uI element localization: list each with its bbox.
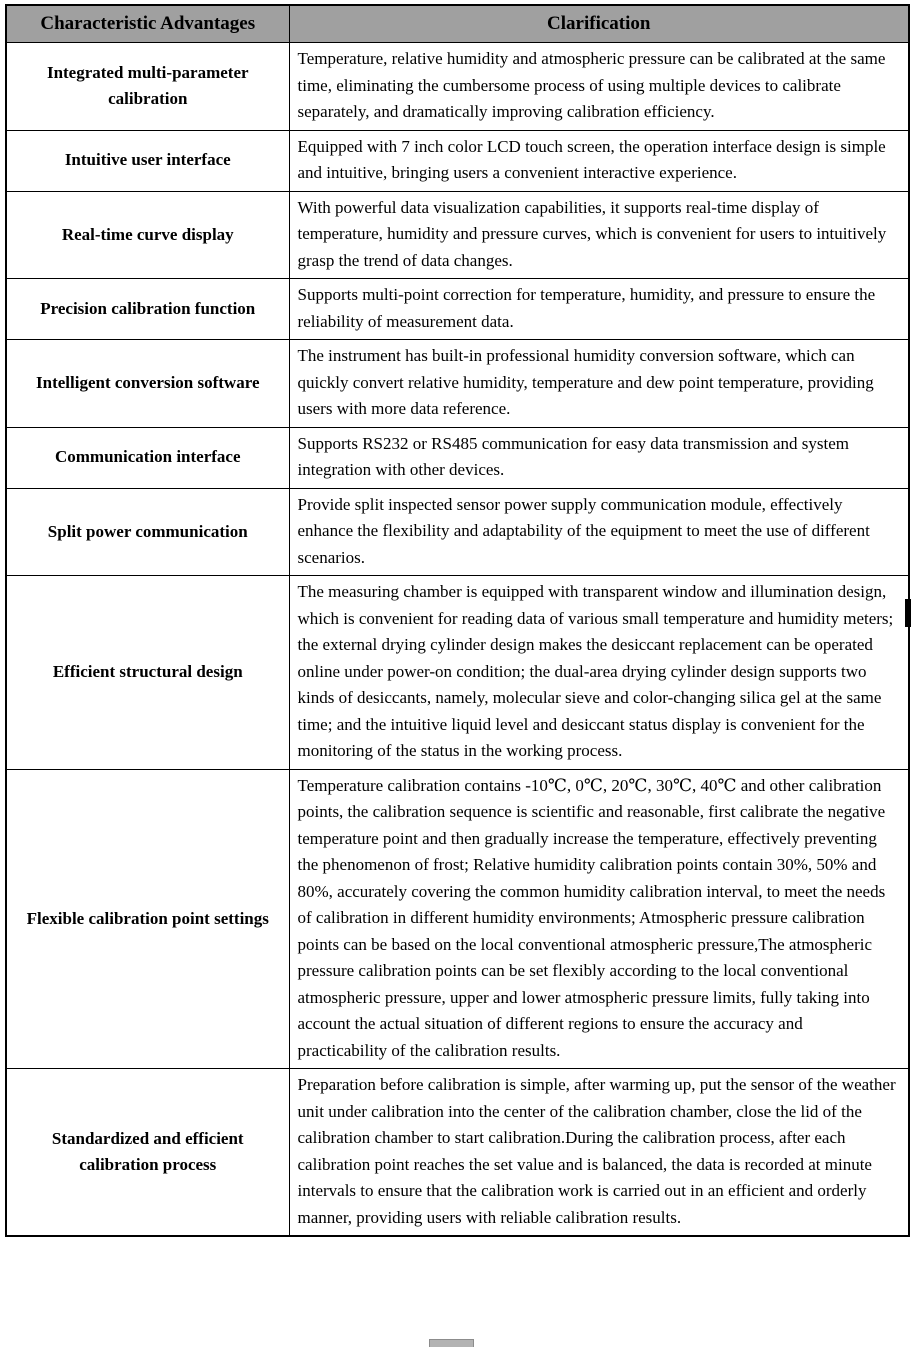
table-row [6, 340, 909, 428]
table-row [6, 43, 909, 131]
table-row [6, 1069, 909, 1237]
clarification-cell: The measuring chamber is equipped with transparent window and illumination design, which is convenient for reading data of various small temperature and humidity meters; the external drying cylinder design makes the desiccant replacement can be operated online under power-on condition; the dual-area drying cylinder design supports two kinds of desiccants, namely, molecular sieve and color-changing silica gel at the same time; and the intuitive liquid level and desiccant status display is convenient for the monitoring of the status in the working process. [289, 576, 909, 770]
advantage-cell: Efficient structural design [6, 576, 289, 770]
clarification-cell: Equipped with 7 inch color LCD touch screen, the operation interface design is simple and intuitive, bringing users a convenient interactive experience. [289, 130, 909, 191]
clarification-cell: Supports RS232 or RS485 communication for easy data transmission and system integration with other devices. [289, 427, 909, 488]
advantage-cell: Intelligent conversion software [6, 340, 289, 428]
table-row [6, 130, 909, 191]
clarification-cell: Preparation before calibration is simple, after warming up, put the sensor of the weather unit under calibration into the center of the calibration chamber, close the lid of the calibration chamber to start calibration.During the calibration process, after each calibration point reaches the set value and is balanced, the data is recorded at minute intervals to ensure that the calibration work is carried out in an efficient and orderly manner, providing users with reliable calibration results. [289, 1069, 909, 1237]
clarification-cell: The instrument has built-in professional humidity conversion software, which can quickly convert relative humidity, temperature and dew point temperature, providing users with more data reference. [289, 340, 909, 428]
header-row [6, 5, 909, 43]
table-row [6, 427, 909, 488]
clarification-cell: With powerful data visualization capabilities, it supports real-time display of temperature, humidity and pressure curves, which is convenient for users to intuitively grasp the trend of data changes. [289, 191, 909, 279]
clarification-cell: Provide split inspected sensor power supply communication module, effectively enhance the flexibility and adaptability of the equipment to meet the use of different scenarios. [289, 488, 909, 576]
advantage-cell: Integrated multi-parameter calibration [6, 43, 289, 131]
advantage-cell: Real-time curve display [6, 191, 289, 279]
table-row [6, 769, 909, 1069]
table-row [6, 191, 909, 279]
table-row [6, 279, 909, 340]
advantage-cell: Standardized and efficient calibration process [6, 1069, 289, 1237]
table-row [6, 488, 909, 576]
text-cursor-mark [905, 599, 911, 627]
table-row [6, 576, 909, 770]
advantage-cell: Flexible calibration point settings [6, 769, 289, 1069]
clarification-cell: Temperature calibration contains -10℃, 0℃, 20℃, 30℃, 40℃ and other calibration points, the calibration sequence is scientific and reasonable, first calibrate the negative temperature point and then gradually increase the temperature, effectively preventing the phenomenon of frost; Relative humidity calibration points contain 30%, 50% and 80%, accurately covering the common humidity calibration interval, to meet the needs of calibration in different humidity environments; Atmospheric pressure calibration points can be based on the local conventional atmospheric pressure,The atmospheric pressure calibration points can be set flexibly according to the local conventional atmospheric pressure, upper and lower atmospheric pressure limits, fully taking into account the actual situation of different regions to ensure the accuracy and practicability of the calibration results. [289, 769, 909, 1069]
advantage-cell: Split power communication [6, 488, 289, 576]
clarification-cell: Supports multi-point correction for temperature, humidity, and pressure to ensure the reliability of measurement data. [289, 279, 909, 340]
advantage-cell: Communication interface [6, 427, 289, 488]
column-header-clarification: Clarification [289, 5, 909, 43]
table-body [6, 43, 909, 1237]
column-header-advantages: Characteristic Advantages [6, 5, 289, 43]
features-table [5, 4, 910, 1237]
advantage-cell: Intuitive user interface [6, 130, 289, 191]
clarification-cell: Temperature, relative humidity and atmospheric pressure can be calibrated at the same time, eliminating the cumbersome process of using multiple devices to calibrate separately, and dramatically improving calibration efficiency. [289, 43, 909, 131]
advantage-cell: Precision calibration function [6, 279, 289, 340]
